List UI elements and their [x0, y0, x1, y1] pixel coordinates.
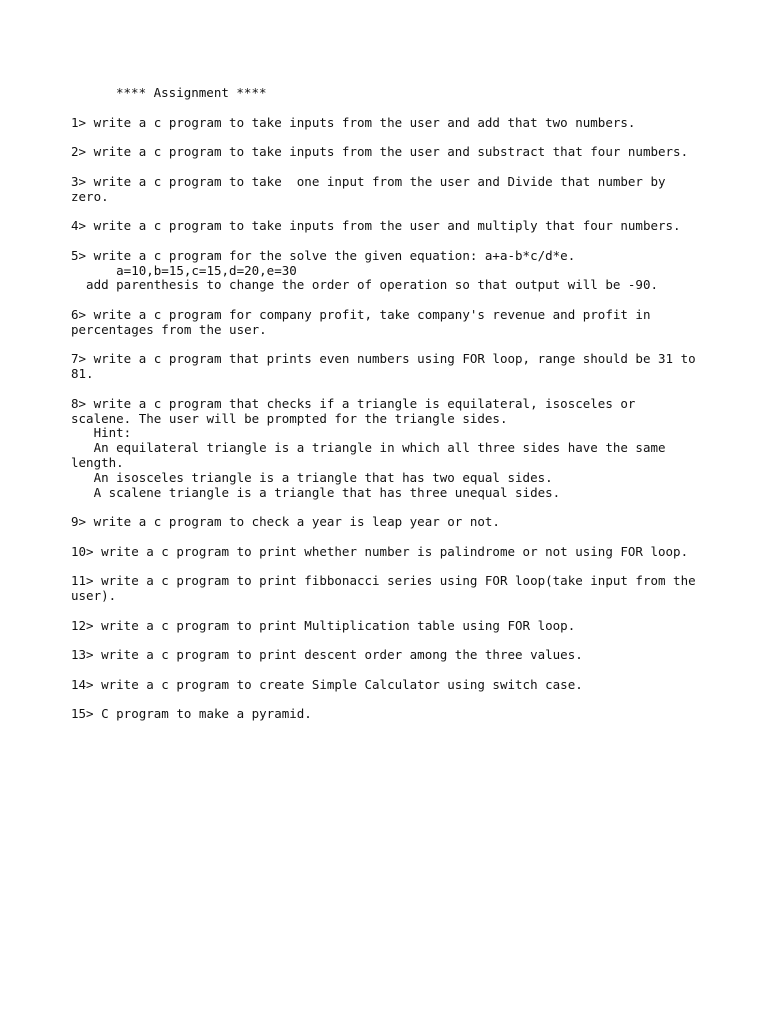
- assignment-text-line: scalene. The user will be prompted for the triangle sides.: [71, 410, 508, 426]
- assignment-item: [71, 648, 731, 663]
- assignment-item: [71, 308, 731, 338]
- assignment-item: [71, 116, 731, 131]
- assignment-item: [71, 678, 731, 693]
- assignment-text-line: 1> write a c program to take inputs from the user and add that two numbers.: [71, 114, 636, 130]
- assignment-text-line: 14> write a c program to create Simple Calculator using switch case.: [71, 676, 583, 692]
- assignment-text-line: A scalene triangle is a triangle that has three unequal sides.: [71, 484, 561, 500]
- assignment-text-line: 13> write a c program to print descent order among the three values.: [71, 647, 583, 663]
- assignment-text-line: An equilateral triangle is a triangle in which all three sides have the same: [71, 440, 666, 456]
- assignment-item: [71, 707, 731, 722]
- assignment-item: [71, 545, 731, 560]
- assignment-text-line: 6> write a c program for company profit, take company's revenue and profit in: [71, 306, 651, 322]
- assignment-item: [71, 175, 731, 205]
- assignment-text-line: 10> write a c program to print whether number is palindrome or not using FOR loop.: [71, 543, 689, 559]
- assignment-text-line: 3> write a c program to take one input from the user and Divide that number by: [71, 173, 666, 189]
- assignment-item: [71, 574, 731, 604]
- assignment-item: [71, 352, 731, 382]
- assignment-text-line: 9> write a c program to check a year is leap year or not.: [71, 514, 500, 530]
- assignment-text-line: a=10,b=15,c=15,d=20,e=30: [71, 262, 297, 278]
- assignment-text-line: percentages from the user.: [71, 321, 267, 337]
- assignment-text-line: 5> write a c program for the solve the given equation: a+a-b*c/d*e.: [71, 247, 576, 263]
- assignment-text-line: 15> C program to make a pyramid.: [71, 706, 312, 722]
- assignment-text-line: user).: [71, 588, 117, 604]
- assignment-text-line: 8> write a c program that checks if a triangle is equilateral, isosceles or: [71, 395, 636, 411]
- assignment-list: [71, 116, 731, 723]
- assignment-text-line: Hint:: [71, 425, 132, 441]
- assignment-text-line: 81.: [71, 366, 94, 382]
- assignment-item: [71, 515, 731, 530]
- assignment-text-line: 2> write a c program to take inputs from the user and substract that four numbers.: [71, 144, 689, 160]
- assignment-item: [71, 249, 731, 293]
- assignment-text-line: An isosceles triangle is a triangle that has two equal sides.: [71, 469, 553, 485]
- assignment-text-line: 4> write a c program to take inputs from the user and multiply that four numbers.: [71, 218, 681, 234]
- assignment-item: [71, 397, 731, 501]
- assignment-text-line: length.: [71, 454, 124, 470]
- document-page: [71, 86, 731, 737]
- assignment-item: [71, 145, 731, 160]
- assignment-text-line: 12> write a c program to print Multiplication table using FOR loop.: [71, 617, 576, 633]
- assignment-text-line: 7> write a c program that prints even numbers using FOR loop, range should be 31 to: [71, 351, 696, 367]
- assignment-item: [71, 219, 731, 234]
- assignment-text-line: add parenthesis to change the order of operation so that output will be -90.: [71, 277, 658, 293]
- assignment-item: [71, 619, 731, 634]
- assignment-text-line: zero.: [71, 188, 109, 204]
- assignment-text-line: 11> write a c program to print fibbonacci series using FOR loop(take input from the: [71, 573, 696, 589]
- document-title: **** Assignment ****: [116, 85, 267, 100]
